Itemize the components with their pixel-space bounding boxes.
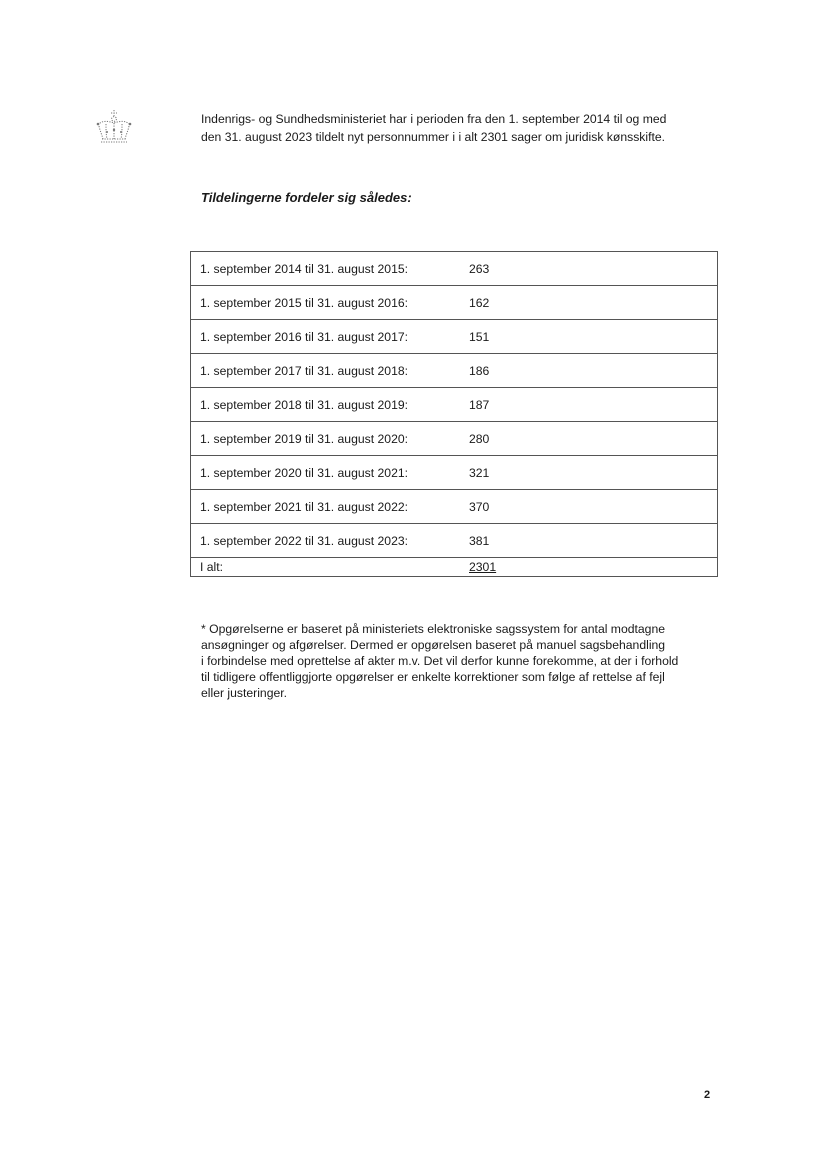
table-row [191,490,718,524]
intro-line-1: Indenrigs- og Sundhedsministeriet har i perioden fra den 1. september 2014 til og med [201,112,667,126]
footnote-line: eller justeringer. [201,686,288,700]
count-cell: 186 [458,354,718,388]
table-row [191,422,718,456]
period-cell: 1. september 2019 til 31. august 2020: [191,422,459,456]
footnote-line: ansøgninger og afgørelser. Dermed er opgørelsen baseret på manuel sagsbehandling [201,638,666,652]
period-cell: 1. september 2018 til 31. august 2019: [191,388,459,422]
period-cell: 1. september 2021 til 31. august 2022: [191,490,459,524]
footnote-line: i forbindelse med oprettelse af akter m.v. Det vil derfor kunne forekomme, at der i forhold [201,654,679,668]
table-row [191,524,718,558]
intro-line-2: den 31. august 2023 tildelt nyt personnummer i i alt 2301 sager om juridisk kønsskifte. [201,130,666,144]
page-number: 2 [704,1089,711,1101]
count-cell: 151 [458,320,718,354]
count-cell: 370 [458,490,718,524]
footnote [201,621,721,701]
table-row [191,354,718,388]
crown-icon [94,108,134,146]
table-row [191,320,718,354]
count-cell: 263 [458,252,718,286]
allocation-table [190,251,718,577]
total-label: I alt: [200,560,224,574]
period-cell: 1. september 2014 til 31. august 2015: [191,252,459,286]
count-cell: 321 [458,456,718,490]
period-cell: 1. september 2015 til 31. august 2016: [191,286,459,320]
table-row [191,252,718,286]
table-row [191,456,718,490]
total-value: 2301 [469,560,497,574]
total-row [191,558,718,577]
section-heading: Tildelingerne fordeler sig således: [201,190,412,205]
intro-paragraph [201,110,721,146]
table-row [191,388,718,422]
count-cell: 280 [458,422,718,456]
footnote-line: * Opgørelserne er baseret på ministeriets elektroniske sagssystem for antal modtagne [201,622,666,636]
period-cell: 1. september 2020 til 31. august 2021: [191,456,459,490]
count-cell: 381 [458,524,718,558]
period-cell: 1. september 2016 til 31. august 2017: [191,320,459,354]
total-value-cell [458,558,718,577]
period-cell: 1. september 2017 til 31. august 2018: [191,354,459,388]
count-cell: 187 [458,388,718,422]
count-cell: 162 [458,286,718,320]
footnote-line: til tidligere offentliggjorte opgørelser er enkelte korrektioner som følge af rettelse af fejl [201,670,665,684]
table-row [191,286,718,320]
period-cell: 1. september 2022 til 31. august 2023: [191,524,459,558]
